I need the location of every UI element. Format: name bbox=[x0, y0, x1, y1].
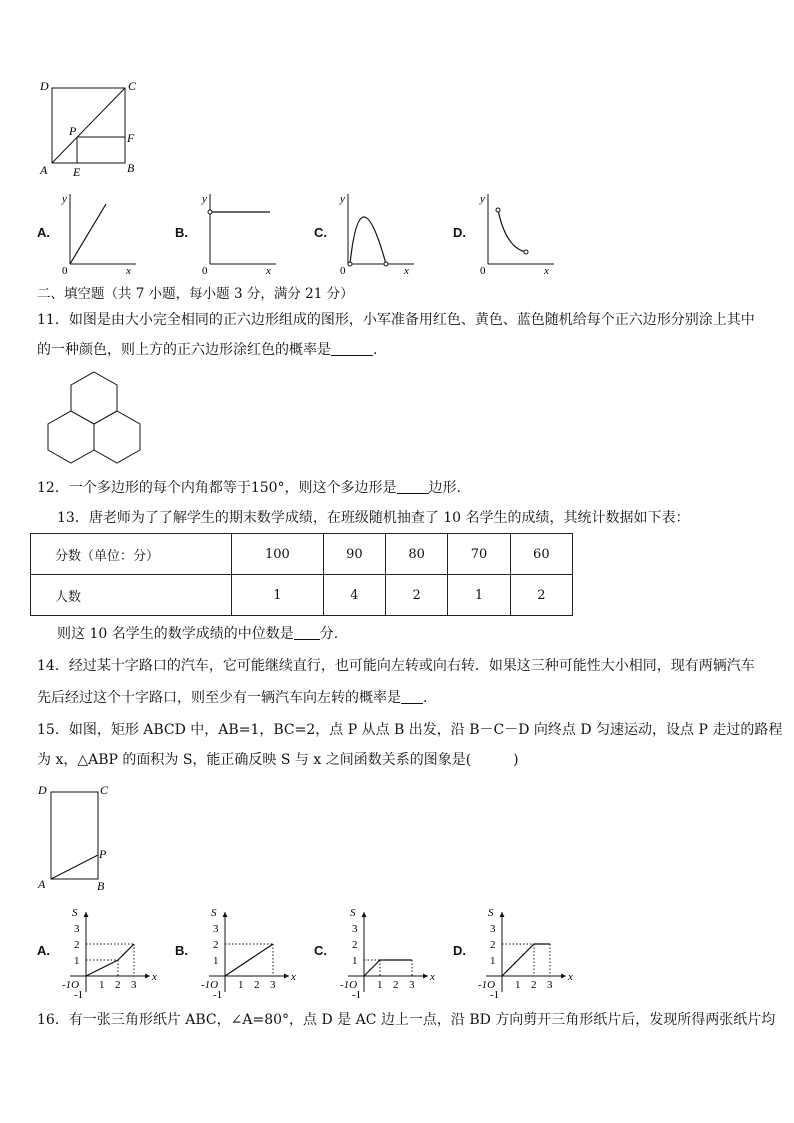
vertex-c: C bbox=[128, 79, 137, 93]
x-label: x bbox=[126, 265, 131, 275]
x-tick-3: 3 bbox=[270, 979, 276, 991]
x-label: x bbox=[544, 265, 549, 275]
table-cell: 90 bbox=[323, 534, 385, 575]
x-tick-1: 1 bbox=[238, 979, 244, 991]
q11-answer-blank[interactable] bbox=[331, 341, 373, 356]
q13-suffix: 分. bbox=[319, 626, 339, 642]
vertex-p: P bbox=[69, 124, 77, 138]
x-tick-3: 3 bbox=[131, 979, 137, 991]
origin-label: 0 bbox=[202, 265, 208, 275]
arch-end bbox=[384, 262, 388, 266]
q10-option-b-graph[interactable] bbox=[200, 190, 280, 275]
s-axis-label: S bbox=[350, 907, 356, 919]
q10-option-c-label[interactable]: C. bbox=[314, 225, 327, 240]
q14-line1: 14．经过某十字路口的汽车，它可能继续直行，也可能向左转或向右转．如果这三种可能性大小相同，现有两辆汽车 bbox=[37, 658, 755, 674]
hexagon-bottom-left bbox=[48, 411, 94, 463]
graph-start-point bbox=[208, 210, 212, 214]
y-tick-3: 3 bbox=[352, 923, 358, 935]
y-tick-2: 2 bbox=[352, 939, 358, 951]
x-axis-label: x bbox=[568, 971, 573, 983]
origin-label: 0 bbox=[480, 265, 486, 275]
table-cell: 2 bbox=[510, 575, 572, 616]
y-arrow bbox=[84, 912, 89, 917]
q11-text: 的一种颜色，则上方的正六边形涂红色的概率是 bbox=[37, 342, 331, 358]
q11-period: . bbox=[373, 342, 378, 358]
y-arrow bbox=[500, 912, 505, 917]
x-tick-3: 3 bbox=[547, 979, 553, 991]
neg-y-tick: -1 bbox=[213, 989, 223, 1000]
q15-option-a-label[interactable]: A. bbox=[37, 943, 50, 958]
q12-text: 12．一个多边形的每个内角都等于150°，则这个多边形是 bbox=[37, 480, 397, 496]
q14-answer-blank[interactable] bbox=[401, 689, 423, 704]
q15-option-c-graph[interactable] bbox=[336, 900, 436, 1000]
s-axis-label: S bbox=[72, 907, 78, 919]
q13-answer-blank[interactable] bbox=[294, 625, 320, 640]
x-tick-2: 2 bbox=[531, 979, 537, 991]
q11-line2 bbox=[37, 340, 377, 360]
table-row bbox=[31, 534, 573, 575]
x-arrow bbox=[145, 974, 150, 979]
q13-intro: 13．唐老师为了了解学生的期末数学成绩，在班级随机抽查了 10 名学生的成绩，其统计数据如下表： bbox=[57, 510, 690, 526]
table-row bbox=[31, 575, 573, 616]
y-tick-3: 3 bbox=[213, 923, 219, 935]
q11-line1: 11．如图是由大小完全相同的正六边形组成的图形，小军准备用红色、黄色、蓝色随机给每个正六边形分别涂上其中 bbox=[37, 312, 755, 328]
table-cell: 1 bbox=[232, 575, 324, 616]
q13-after bbox=[57, 624, 338, 644]
q14-line2 bbox=[37, 688, 427, 708]
y-tick-1: 1 bbox=[74, 955, 80, 967]
y-tick-1: 1 bbox=[213, 955, 219, 967]
section2-header: 二、填空题（共 7 小题，每小题 3 分，满分 21 分） bbox=[37, 286, 354, 302]
q15-option-c-label[interactable]: C. bbox=[314, 943, 327, 958]
origin-label: -1O bbox=[62, 979, 80, 991]
y-label: y bbox=[62, 193, 67, 205]
x-tick-2: 2 bbox=[254, 979, 260, 991]
graph-line bbox=[70, 204, 106, 264]
q15-option-d-label[interactable]: D. bbox=[453, 943, 466, 958]
neg-y-tick: -1 bbox=[352, 989, 362, 1000]
y-tick-2: 2 bbox=[74, 939, 80, 951]
y-tick-3: 3 bbox=[490, 923, 496, 935]
q15-line2: 为 x，△ABP 的面积为 S，能正确反映 S 与 x 之间函数关系的图象是( ) bbox=[37, 752, 519, 768]
neg-y-tick: -1 bbox=[74, 989, 84, 1000]
y-tick-2: 2 bbox=[213, 939, 219, 951]
q10-option-c-graph[interactable] bbox=[338, 190, 418, 275]
q11-hexagon-figure bbox=[40, 368, 150, 472]
curve-start bbox=[496, 208, 500, 212]
graph-line bbox=[364, 960, 412, 976]
table-cell: 70 bbox=[448, 534, 510, 575]
y-arrow bbox=[223, 912, 228, 917]
q15-option-b-label[interactable]: B. bbox=[175, 943, 188, 958]
segment-ap bbox=[51, 855, 98, 879]
q10-square-figure bbox=[36, 78, 146, 178]
x-tick-2: 2 bbox=[393, 979, 399, 991]
table-cell: 100 bbox=[232, 534, 324, 575]
graph-line bbox=[502, 944, 550, 976]
origin-label: -1O bbox=[201, 979, 219, 991]
vertex-a: A bbox=[38, 877, 46, 891]
vertex-b: B bbox=[127, 161, 135, 175]
origin-label: 0 bbox=[62, 265, 68, 275]
origin-label: 0 bbox=[340, 265, 346, 275]
table-cell: 2 bbox=[386, 575, 448, 616]
y-tick-1: 1 bbox=[352, 955, 358, 967]
x-axis-label: x bbox=[291, 971, 296, 983]
x-arrow bbox=[561, 974, 566, 979]
vertex-p: P bbox=[99, 847, 107, 861]
q10-option-b-label[interactable]: B. bbox=[175, 225, 188, 240]
x-tick-1: 1 bbox=[99, 979, 105, 991]
y-tick-3: 3 bbox=[74, 923, 80, 935]
curve-end bbox=[524, 250, 528, 254]
q10-option-d-graph[interactable] bbox=[478, 190, 558, 275]
q15-option-d-graph[interactable] bbox=[474, 900, 574, 1000]
table-cell: 60 bbox=[510, 534, 572, 575]
table-cell: 4 bbox=[323, 575, 385, 616]
q10-option-a-graph[interactable] bbox=[60, 190, 140, 275]
y-label: y bbox=[480, 193, 485, 205]
q13-after-text: 则这 10 名学生的数学成绩的中位数是 bbox=[57, 626, 294, 642]
x-axis-label: x bbox=[430, 971, 435, 983]
q15-rectangle-figure bbox=[36, 780, 126, 895]
table-row-header: 人数 bbox=[31, 575, 232, 616]
q12-suffix: 边形. bbox=[428, 480, 461, 496]
diagonal-ac bbox=[52, 88, 125, 163]
graph-arch bbox=[350, 217, 386, 264]
y-tick-1: 1 bbox=[490, 955, 496, 967]
q12-answer-blank[interactable] bbox=[397, 479, 429, 494]
q15-option-b-graph[interactable] bbox=[197, 900, 297, 1000]
neg-y-tick: -1 bbox=[490, 989, 500, 1000]
rectangle-abcd bbox=[51, 792, 98, 879]
y-tick-2: 2 bbox=[490, 939, 496, 951]
x-label: x bbox=[266, 265, 271, 275]
y-label: y bbox=[340, 193, 345, 205]
q10-option-a-label[interactable]: A. bbox=[37, 225, 50, 240]
x-tick-1: 1 bbox=[377, 979, 383, 991]
vertex-d: D bbox=[38, 783, 47, 797]
x-label: x bbox=[404, 265, 409, 275]
vertex-f: F bbox=[127, 131, 135, 145]
q16-line1: 16．有一张三角形纸片 ABC，∠A=80°，点 D 是 AC 边上一点，沿 BD 方向剪开三角形纸片后，发现所得两张纸片均 bbox=[37, 1012, 776, 1028]
s-axis-label: S bbox=[211, 907, 217, 919]
hexagon-top bbox=[71, 372, 117, 424]
vertex-d: D bbox=[40, 79, 49, 93]
q14-text: 先后经过这个十字路口，则至少有一辆汽车向左转的概率是 bbox=[37, 690, 401, 706]
x-arrow bbox=[423, 974, 428, 979]
table-cell: 80 bbox=[386, 534, 448, 575]
origin-label: -1O bbox=[340, 979, 358, 991]
x-axis-label: x bbox=[152, 971, 157, 983]
x-tick-1: 1 bbox=[515, 979, 521, 991]
q10-option-d-label[interactable]: D. bbox=[453, 225, 466, 240]
table-cell: 1 bbox=[448, 575, 510, 616]
table-row-header: 分数（单位：分） bbox=[31, 534, 232, 575]
q12-line bbox=[37, 478, 461, 498]
vertex-a: A bbox=[40, 163, 48, 177]
x-tick-2: 2 bbox=[115, 979, 121, 991]
y-label: y bbox=[202, 193, 207, 205]
q13-score-table bbox=[30, 533, 573, 616]
vertex-c: C bbox=[100, 783, 109, 797]
q14-period: . bbox=[423, 690, 428, 706]
vertex-e: E bbox=[73, 165, 81, 178]
q15-option-a-graph[interactable] bbox=[58, 900, 158, 1000]
graph-line bbox=[225, 944, 273, 976]
x-tick-3: 3 bbox=[409, 979, 415, 991]
s-axis-label: S bbox=[488, 907, 494, 919]
graph-curve bbox=[498, 210, 526, 252]
vertex-b: B bbox=[97, 879, 105, 893]
y-arrow bbox=[362, 912, 367, 917]
origin-label: -1O bbox=[478, 979, 496, 991]
q15-line1: 15．如图，矩形 ABCD 中，AB=1，BC=2，点 P 从点 B 出发，沿 B－C－D 向终点 D 匀速运动，设点 P 走过的路程 bbox=[37, 722, 783, 738]
hexagon-bottom-right bbox=[94, 411, 140, 463]
x-arrow bbox=[284, 974, 289, 979]
arch-start bbox=[348, 262, 352, 266]
